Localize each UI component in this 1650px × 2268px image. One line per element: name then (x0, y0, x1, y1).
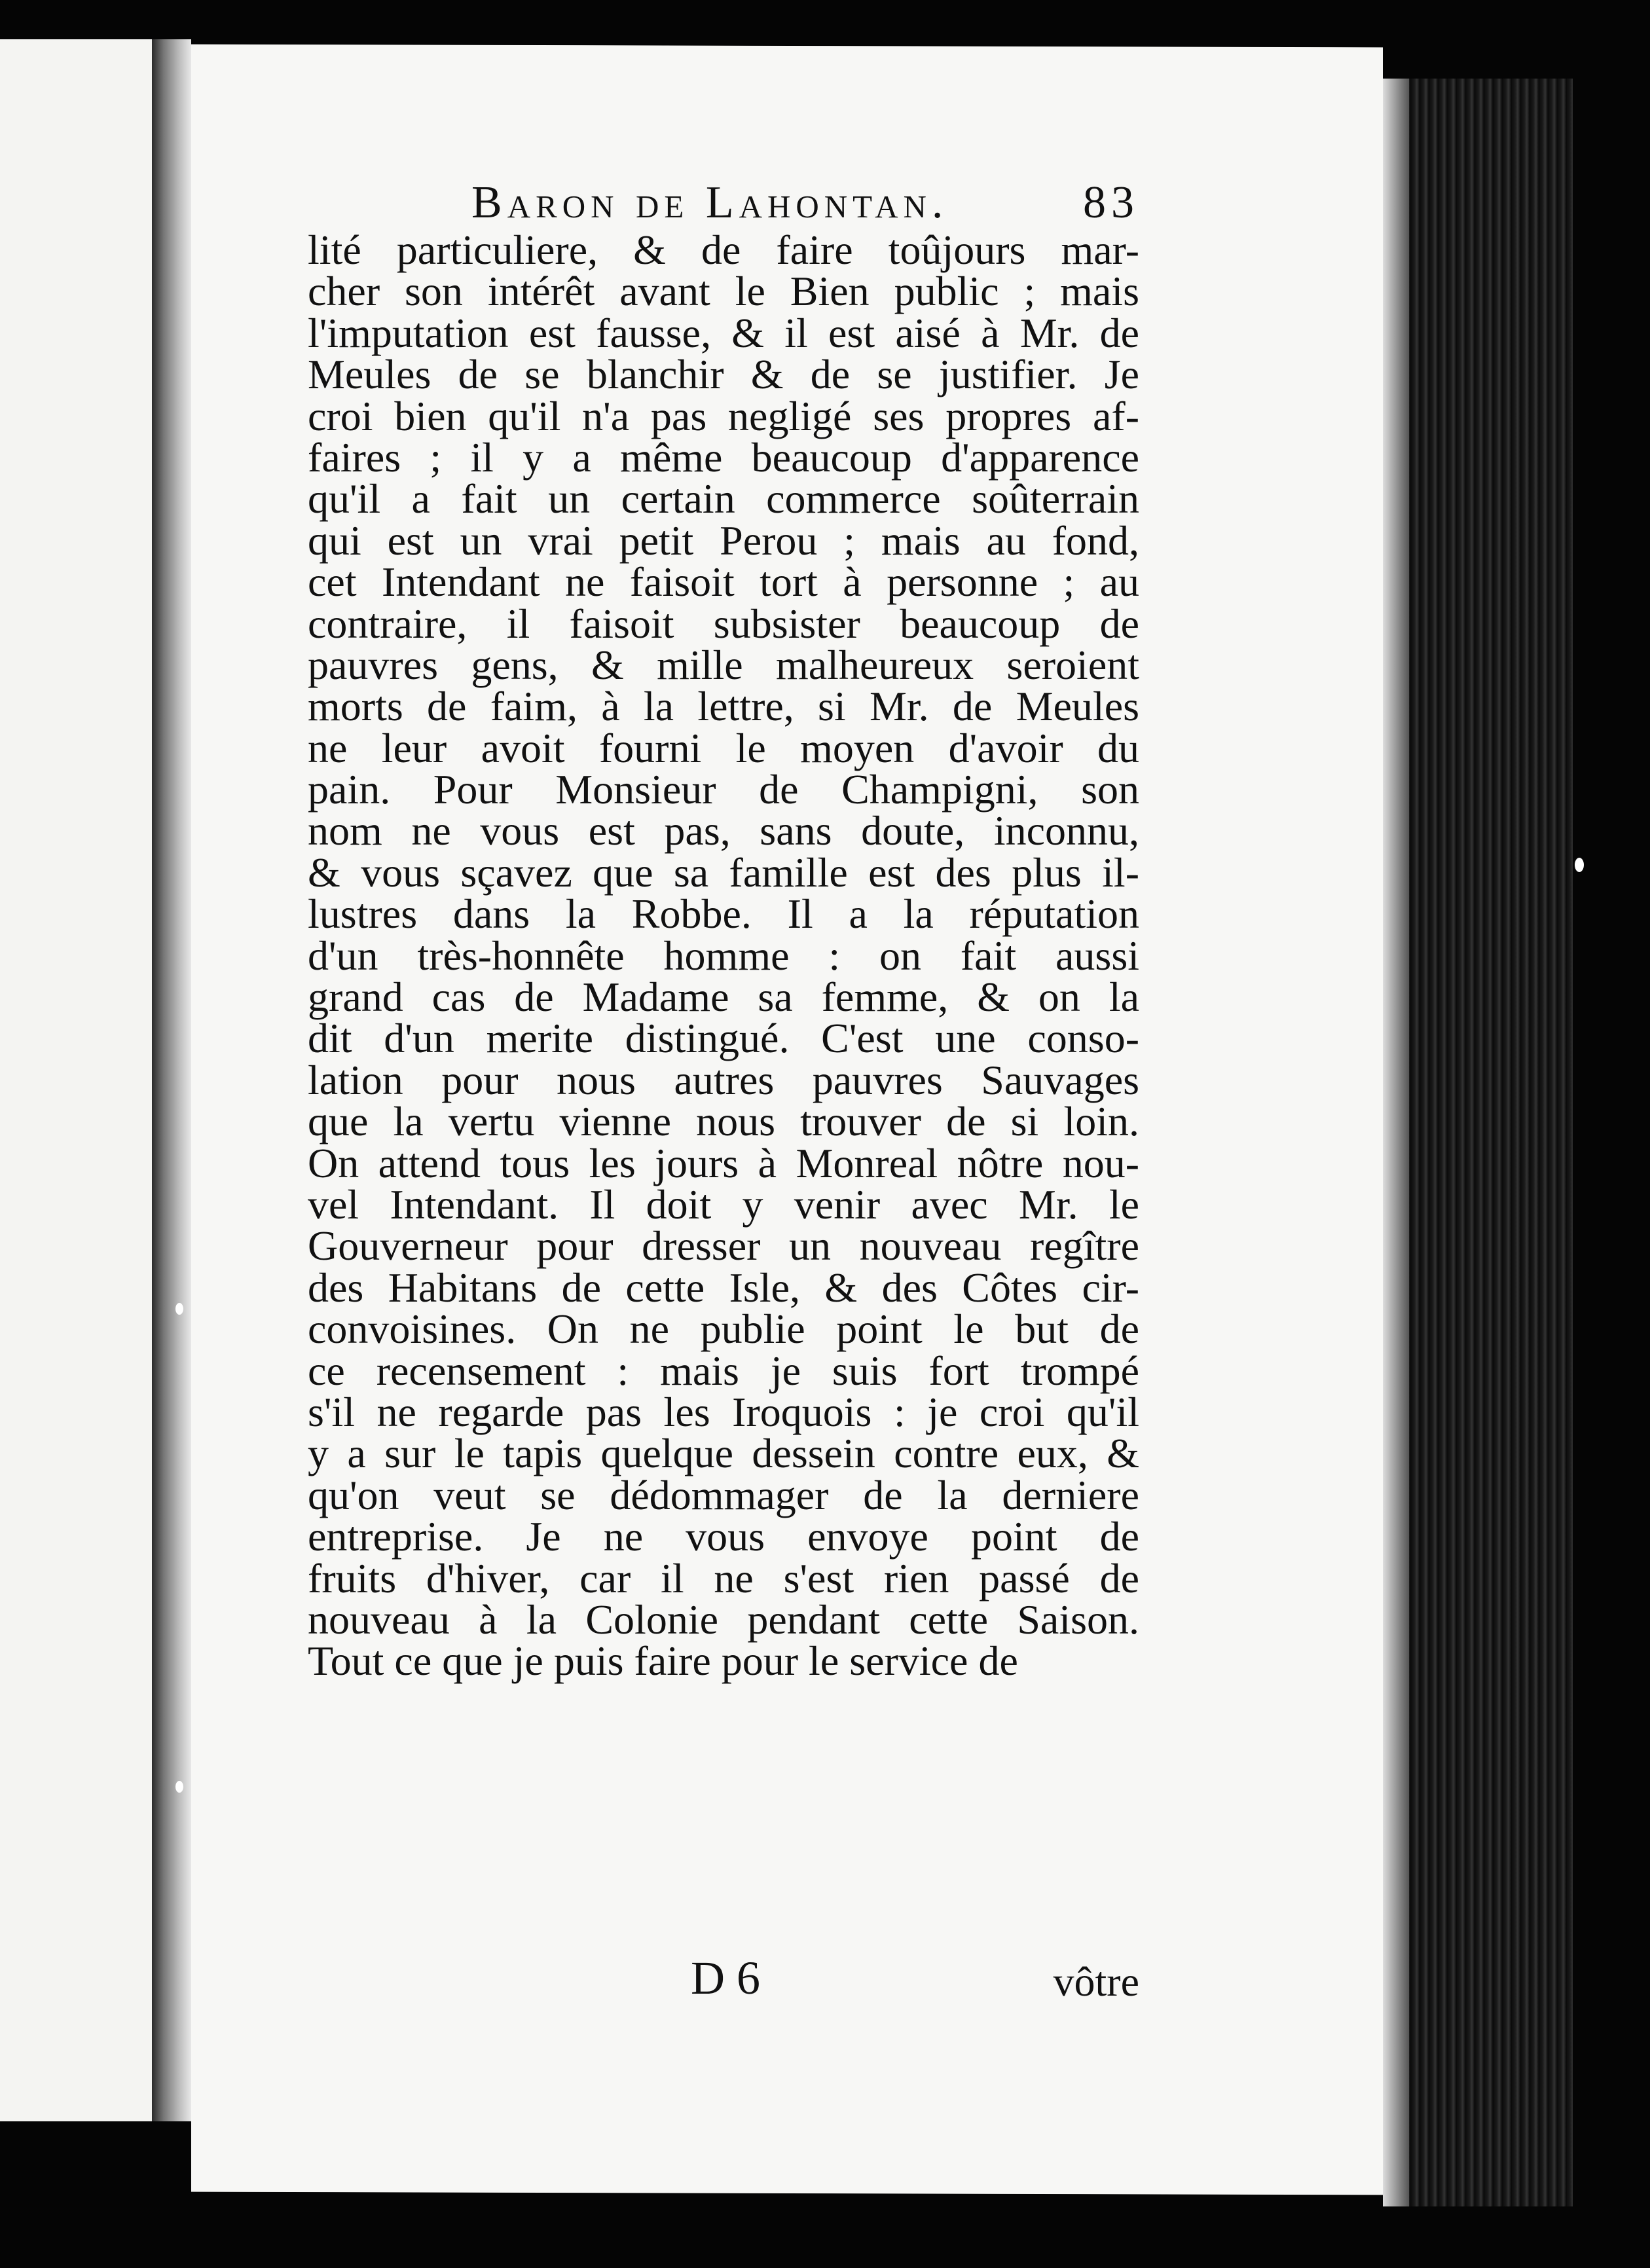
text-line: lation pour nous autres pauvres Sauvages (308, 1056, 1139, 1103)
text-line: lité particuliere, & de faire toûjours mar- (308, 227, 1139, 273)
text-line: que la vertu vienne nous trouver de si loin. (308, 1098, 1139, 1145)
text-line: pain. Pour Monsieur de Champigni, son (308, 766, 1139, 813)
text-line: ne leur avoit fourni le moyen d'avoir du (308, 724, 1139, 771)
running-title: Baron de Lahontan. (471, 177, 949, 228)
text-line: des Habitans de cette Isle, & des Côtes cir- (308, 1264, 1139, 1311)
text-line: morts de faim, à la lettre, si Mr. de Meules (308, 683, 1139, 730)
text-line: qui est un vrai petit Perou ; mais au fond, (308, 517, 1139, 564)
text-line: Meules de se blanchir & de se justifier. Je (308, 351, 1139, 398)
page-block-highlight (1383, 79, 1409, 2206)
text-line: convoisines. On ne publie point le but de (308, 1306, 1139, 1353)
page-block-edge (1383, 79, 1573, 2206)
text-line: dit d'un merite distingué. C'est une conso- (308, 1015, 1139, 1062)
text-line: fruits d'hiver, car il ne s'est rien passé de (308, 1554, 1139, 1601)
text-line: entreprise. Je ne vous envoye point de (308, 1513, 1139, 1560)
text-line: qu'on veut se dédommager de la derniere (308, 1471, 1139, 1518)
running-header (308, 170, 1139, 236)
text-line: croi bien qu'il n'a pas negligé ses propres af- (308, 392, 1139, 439)
scan-speck (1575, 858, 1584, 872)
text-line: nom ne vous est pas, sans doute, inconnu, (308, 807, 1139, 854)
text-line: & vous sçavez que sa famille est des plus il- (308, 849, 1139, 896)
text-line: Tout ce que je puis faire pour le service de (308, 1637, 1018, 1685)
text-line: vel Intendant. Il doit y venir avec Mr. le (308, 1180, 1139, 1228)
text-line: pauvres gens, & mille malheureux seroient (308, 641, 1139, 688)
text-line: y a sur le tapis quelque dessein contre eux, & (308, 1430, 1139, 1477)
text-line: qu'il a fait un certain commerce soûterrain (308, 475, 1139, 522)
page-number: 83 (1083, 177, 1139, 228)
text-line: d'un très-honnête homme : on fait aussi (308, 932, 1139, 979)
text-line: lustres dans la Robbe. Il a la réputation (308, 890, 1139, 938)
text-line: nouveau à la Colonie pendant cette Saison. (308, 1596, 1139, 1643)
text-line: ce recensement : mais je suis fort trompé (308, 1347, 1139, 1394)
text-line: l'imputation est fausse, & il est aisé à Mr. de (308, 309, 1139, 356)
text-line: faires ; il y a même beaucoup d'apparence (308, 433, 1139, 481)
text-line: On attend tous les jours à Monreal nôtre nou- (308, 1139, 1139, 1186)
scan-speck (175, 1781, 183, 1793)
text-line: s'il ne regarde pas les Iroquois : je croi qu'il (308, 1388, 1139, 1435)
text-line: cet Intendant ne faisoit tort à personne ; au (308, 558, 1139, 606)
book-gutter (152, 39, 191, 2121)
catchword: vôtre (1053, 1958, 1139, 2005)
scan-speck (175, 1303, 183, 1315)
body-text (308, 227, 1139, 1685)
text-line: cher son intérêt avant le Bien public ; mais (308, 268, 1139, 315)
page-footer (308, 1951, 1139, 2023)
signature-mark: D 6 (691, 1952, 760, 2004)
page-text-block (308, 170, 1139, 2005)
text-line: Gouverneur pour dresser un nouveau regître (308, 1222, 1139, 1270)
text-line: grand cas de Madame sa femme, & on la (308, 974, 1139, 1021)
text-line: contraire, il faisoit subsister beaucoup de (308, 600, 1139, 647)
left-page-edge (0, 39, 152, 2121)
